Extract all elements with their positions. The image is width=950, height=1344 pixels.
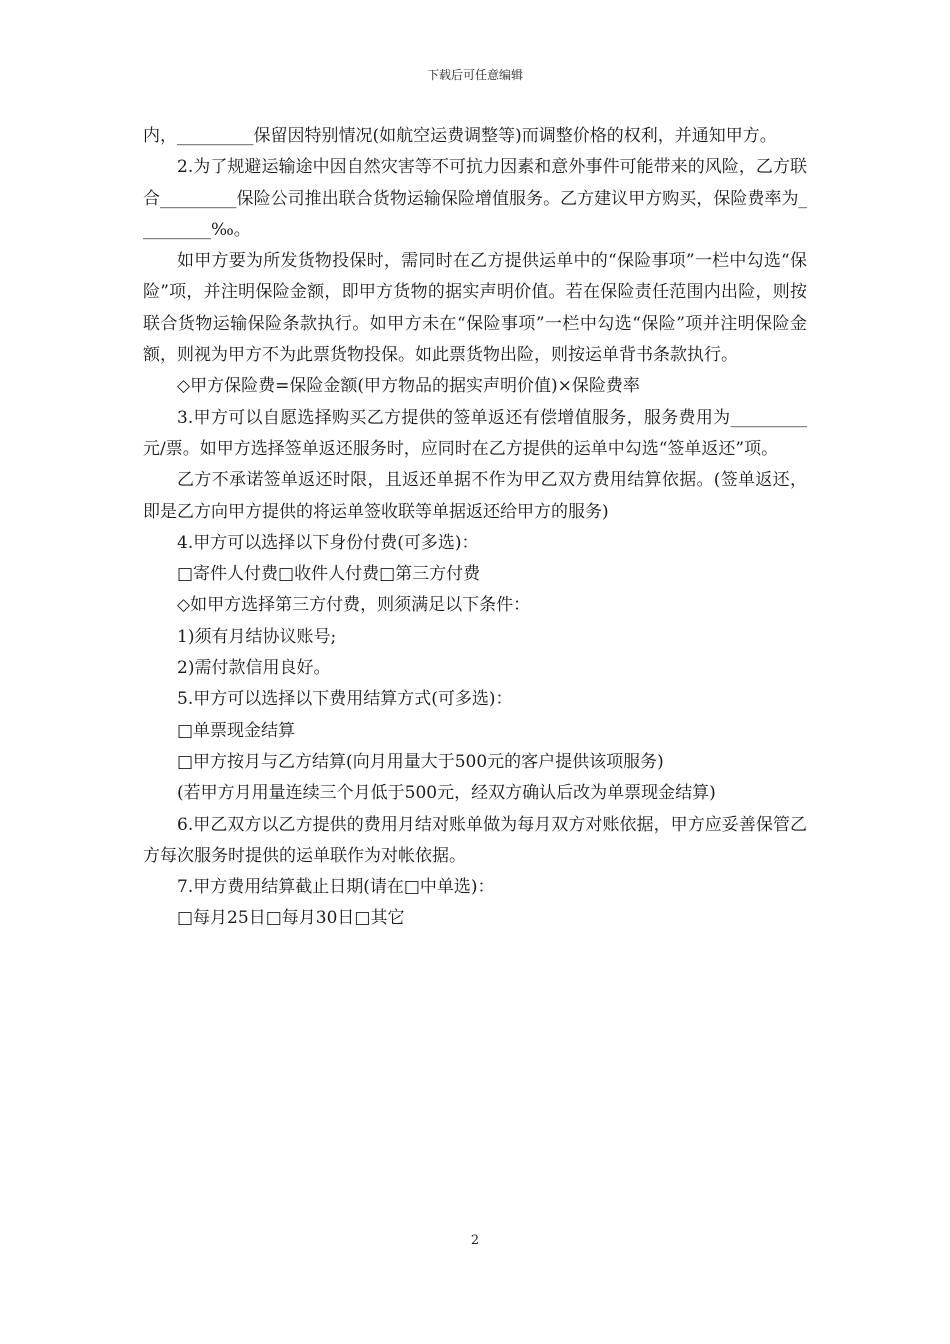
paragraph: □每月25日□每月30日□其它: [177, 908, 405, 929]
paragraph: 乙方不承诺签单返还时限，且返还单据不作为甲乙双方费用结算依据。(签单返还，即是乙方向甲方提供的将运单签收联等单据返还给甲方的服务): [143, 470, 807, 522]
paragraph: 2.为了规避运输途中因自然灾害等不可抗力因素和意外事件可能带来的风险，乙方联合_________保险公司推出联合货物运输保险增值服务。乙方建议甲方购买，保险费率为_________‰。: [143, 157, 807, 240]
paragraph: 5.甲方可以选择以下费用结算方式(可多选)：: [177, 689, 513, 710]
paragraph: □寄件人付费□收件人付费□第三方付费: [177, 564, 481, 585]
page-header: 下载后可任意编辑: [426, 68, 523, 82]
paragraph: ◇甲方保险费=保险金额(甲方物品的据实声明价值)×保险费率: [177, 376, 640, 397]
paragraph: 1)须有月结协议账号;: [177, 626, 337, 647]
paragraph: 7.甲方费用结算截止日期(请在□中单选)：: [177, 877, 495, 898]
paragraph: 6.甲乙双方以乙方提供的费用月结对账单做为每月双方对账依据，甲方应妥善保管乙方每次服务时提供的运单联作为对帐依据。: [143, 814, 807, 866]
paragraph: 如甲方要为所发货物投保时，需同时在乙方提供运单中的“保险事项”一栏中勾选“保险”项，并注明保险金额，即甲方货物的据实声明价值。若在保险责任范围内出险，则按联合货物运输保险条款执行。如甲方未在“保险事项”一栏中勾选“保险”项并注明保险金额，则视为甲方不为此票货物投保。如此票货物出险，则按运单背书条款执行。: [143, 251, 807, 366]
paragraph: □甲方按月与乙方结算(向月用量大于500元的客户提供该项服务): [177, 751, 664, 772]
paragraph: 内，_________保留因特别情况(如航空运费调整等)而调整价格的权利，并通知甲方。: [143, 126, 777, 146]
paragraph: 2)需付款信用良好。: [177, 658, 331, 679]
document-body: [143, 121, 807, 935]
paragraph: □单票现金结算: [177, 720, 296, 741]
paragraph: ◇如甲方选择第三方付费，则须满足以下条件：: [177, 595, 531, 616]
paragraph: 3.甲方可以自愿选择购买乙方提供的签单返还有偿增值服务，服务费用为_________元/票。如甲方选择签单返还服务时，应同时在乙方提供的运单中勾选“签单返还”项。: [143, 407, 807, 459]
paragraph: (若甲方月用量连续三个月低于500元，经双方确认后改为单票现金结算): [177, 783, 716, 804]
page-number: 2: [470, 1233, 480, 1248]
paragraph: 4.甲方可以选择以下身份付费(可多选)：: [177, 532, 479, 553]
